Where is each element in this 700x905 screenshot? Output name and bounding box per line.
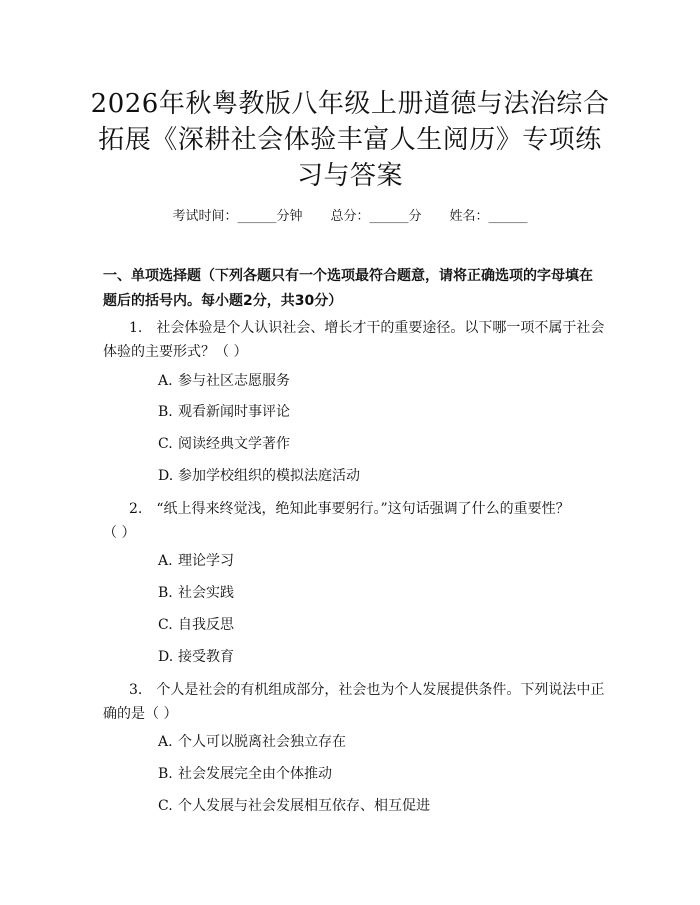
question-3-line-2: 确的是（ ） <box>103 706 178 722</box>
question-2-line-2: （ ） <box>103 525 136 541</box>
question-1-option-b: B. 观看新闻时事评论 <box>158 404 290 420</box>
question-2-option-d: D. 接受教育 <box>158 649 234 665</box>
question-2-option-c: C. 自我反思 <box>158 617 234 633</box>
document-title <box>90 86 610 194</box>
question-2-line-1: 2. “纸上得来终觉浅，绝知此事要躬行。”这句话强调了什么的重要性？ <box>129 501 570 517</box>
question-3-line-1: 3. 个人是社会的有机组成部分，社会也为个人发展提供条件。下列说法中正 <box>129 682 605 698</box>
title-line-3: 习与答案 <box>296 161 403 191</box>
title-line-2: 拓展《深耕社会体验丰富人生阅历》专项练 <box>98 125 602 155</box>
exam-meta <box>0 205 700 224</box>
question-2-option-b: B. 社会实践 <box>158 585 234 601</box>
question-2 <box>103 497 608 545</box>
student-name: 姓名：______ <box>449 209 528 224</box>
question-1-option-d: D. 参加学校组织的模拟法庭活动 <box>158 468 360 484</box>
section-heading <box>103 264 603 314</box>
total-score: 总分：______分 <box>330 209 422 224</box>
title-line-1: 2026年秋粤教版八年级上册道德与法治综合 <box>90 89 610 119</box>
question-3-option-a: A. 个人可以脱离社会独立存在 <box>158 734 346 750</box>
exam-time: 考试时间：______分钟 <box>172 209 303 224</box>
question-3-option-c: C. 个人发展与社会发展相互依存、相互促进 <box>158 798 430 814</box>
section-heading-line-1: 一、单项选择题（下列各题只有一个选项最符合题意，请将正确选项的字母填在 <box>103 268 593 284</box>
question-1 <box>103 316 608 364</box>
question-1-option-c: C. 阅读经典文学著作 <box>158 436 290 452</box>
question-3 <box>103 678 608 726</box>
question-2-option-a: A. 理论学习 <box>158 553 234 569</box>
question-1-line-1: 1. 社会体验是个人认识社会、增长才干的重要途径。以下哪一项不属于社会 <box>129 320 605 336</box>
section-heading-line-2: 题后的括号内。每小题2分，共30分） <box>103 293 343 309</box>
question-3-option-b: B. 社会发展完全由个体推动 <box>158 766 332 782</box>
question-1-line-2: 体验的主要形式？（ ） <box>103 344 248 360</box>
question-1-option-a: A. 参与社区志愿服务 <box>158 373 290 389</box>
